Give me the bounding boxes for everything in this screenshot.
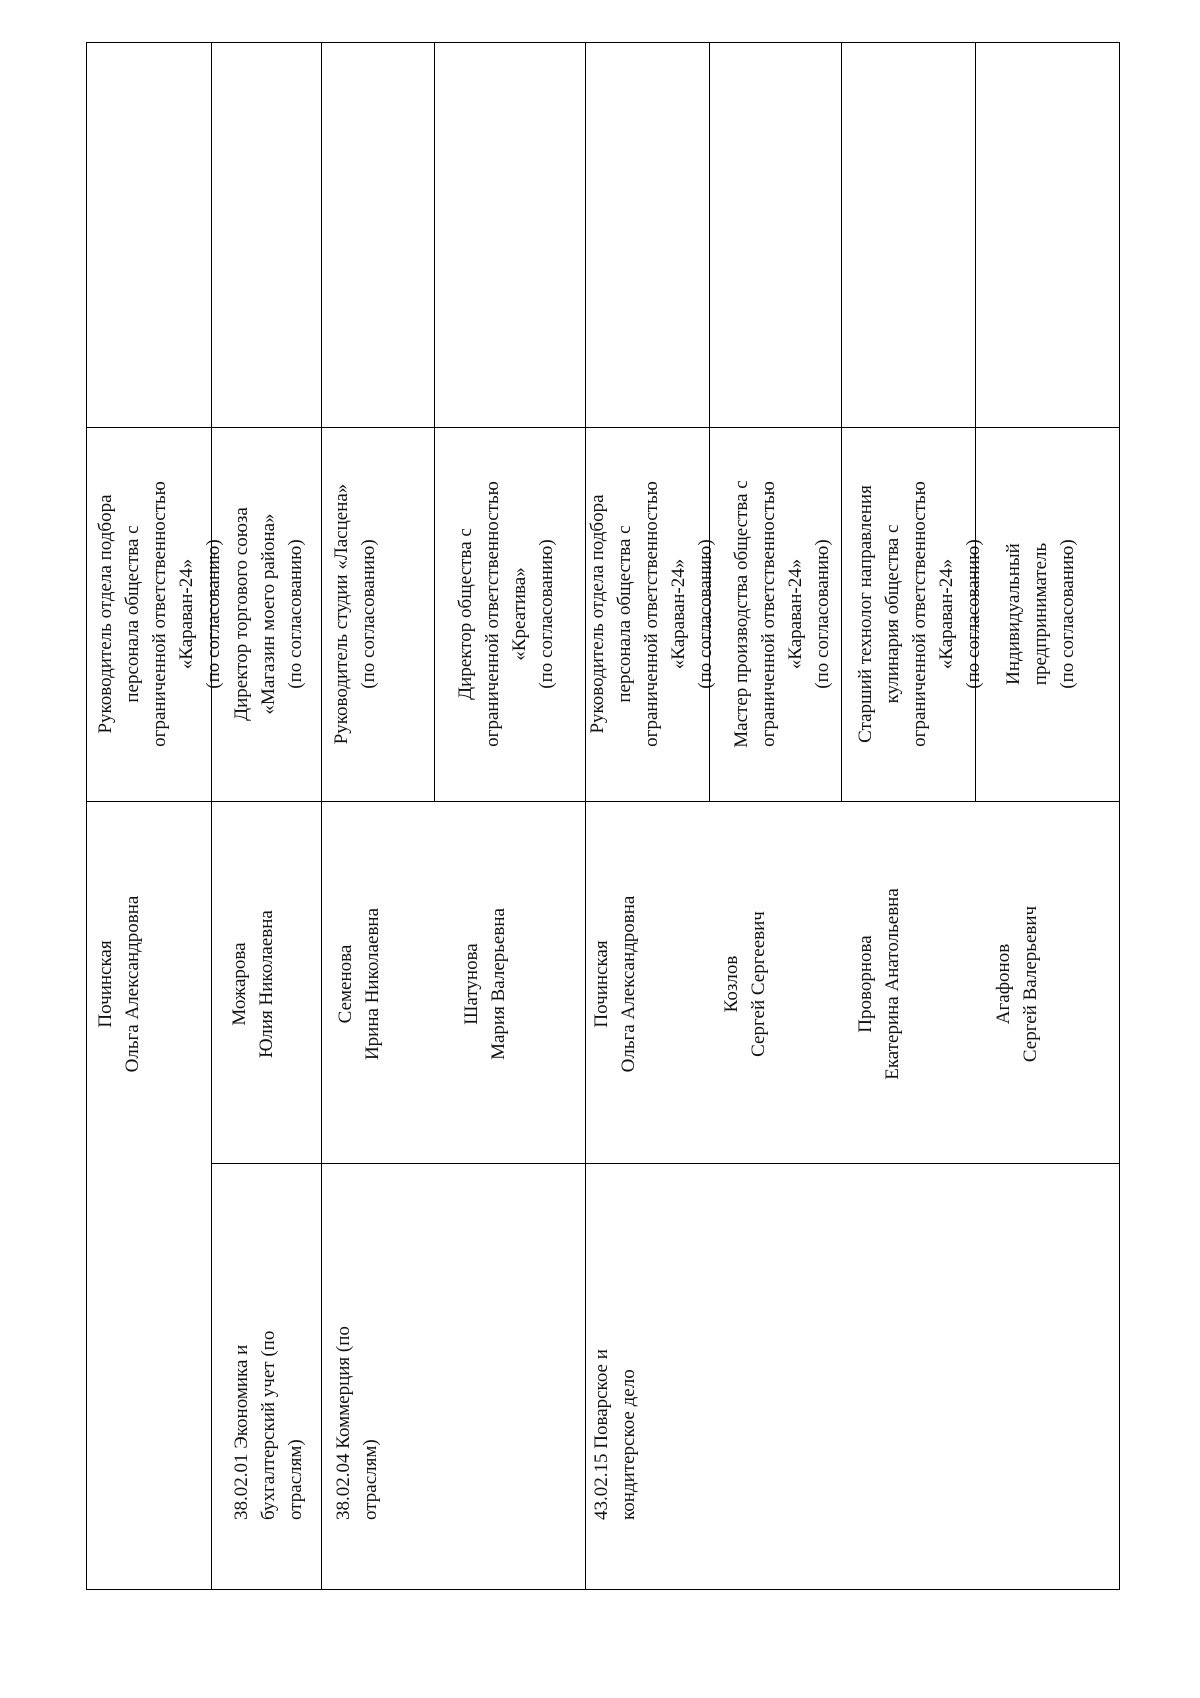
name-cell	[332, 798, 386, 1170]
surname: Можарова	[229, 942, 250, 1026]
text-line: кондитерское дело	[618, 1369, 639, 1520]
name-cell	[226, 798, 280, 1170]
text-line: 38.02.01 Экономика и	[231, 1344, 252, 1520]
text-line: Директор торгового союза	[231, 507, 252, 721]
row-divider-6	[841, 43, 842, 801]
text-line: Старший технолог направления	[855, 485, 876, 743]
text-line: (по согласованию)	[358, 539, 379, 689]
text-line: персонала общества с	[614, 525, 635, 703]
position-cell	[728, 424, 836, 804]
given-names: Ольга Александровна	[618, 895, 639, 1073]
position-cell	[584, 424, 719, 804]
name-cell	[458, 798, 512, 1170]
name-cell	[588, 798, 642, 1170]
text-line: ограниченной ответственностью	[641, 481, 662, 747]
surname: Починская	[95, 940, 116, 1028]
text-line: «Караван-24»	[668, 558, 689, 670]
specialty-cell	[588, 1160, 642, 1520]
text-line: (по согласованию)	[285, 539, 306, 689]
text-line: отраслям)	[360, 1439, 381, 1520]
given-names: Ирина Николаевна	[362, 907, 383, 1061]
text-line: персонала общества с	[122, 525, 143, 703]
text-line: ограниченной ответственностью	[758, 481, 779, 747]
given-names: Екатерина Анатольевна	[882, 888, 903, 1080]
surname: Агафонов	[993, 943, 1014, 1025]
text-line: Индивидуальный	[1003, 543, 1024, 685]
row-divider-2	[321, 43, 322, 1589]
surname: Козлов	[721, 955, 742, 1013]
text-line: Руководитель студии «Ласцена»	[331, 483, 352, 745]
text-line: Директор общества с	[455, 528, 476, 700]
row-divider-4	[585, 43, 586, 1589]
text-line: (по согласованию)	[536, 539, 557, 689]
surname: Починская	[591, 940, 612, 1028]
position-cell	[92, 424, 227, 804]
position-cell	[852, 424, 987, 804]
text-line: Руководитель отдела подбора	[587, 494, 608, 734]
given-names: Сергей Валерьевич	[1020, 905, 1041, 1063]
text-line: ограниченной ответственностью	[149, 481, 170, 747]
surname: Шатунова	[461, 943, 482, 1025]
row-divider-3	[434, 43, 435, 801]
text-line: «Караван-24»	[936, 558, 957, 670]
given-names: Ольга Александровна	[122, 895, 143, 1073]
surname: Проворнова	[855, 935, 876, 1033]
text-line: «Караван-24»	[176, 558, 197, 670]
text-line: бухгалтерский учет (по	[258, 1330, 279, 1520]
text-line: (по согласованию)	[203, 539, 224, 689]
given-names: Юлия Николаевна	[256, 910, 277, 1058]
text-line: (по согласованию)	[963, 539, 984, 689]
text-line: предприниматель	[1030, 542, 1051, 686]
text-line: Руководитель отдела подбора	[95, 494, 116, 734]
text-line: (по согласованию)	[812, 539, 833, 689]
text-line: ограниченной ответственностью	[482, 481, 503, 747]
text-line: (по согласованию)	[1057, 539, 1078, 689]
given-names: Сергей Сергеевич	[748, 911, 769, 1057]
text-line: (по согласованию)	[695, 539, 716, 689]
row-divider-1	[211, 43, 212, 1589]
name-cell	[990, 798, 1044, 1170]
specialty-cell	[330, 1160, 384, 1520]
text-line: кулинария общества с	[882, 524, 903, 704]
text-line: «Магазин моего района»	[258, 513, 279, 715]
text-line: 43.02.15 Поварское и	[591, 1349, 612, 1520]
position-cell	[328, 424, 382, 804]
surname: Семенова	[335, 944, 356, 1024]
position-cell	[228, 424, 309, 804]
position-cell	[1000, 424, 1081, 804]
text-line: 38.02.04 Коммерция (по	[333, 1326, 354, 1520]
specialty-cell	[228, 1160, 309, 1520]
name-cell	[92, 798, 146, 1170]
text-line: отраслям)	[285, 1439, 306, 1520]
name-cell	[852, 798, 906, 1170]
given-names: Мария Валерьевна	[488, 908, 509, 1060]
text-line: «Караван-24»	[785, 558, 806, 670]
name-cell	[718, 798, 772, 1170]
position-cell	[452, 424, 560, 804]
text-line: ограниченной ответственностью	[909, 481, 930, 747]
text-line: «Креатива»	[509, 567, 530, 661]
text-line: Мастер производства общества с	[731, 480, 752, 748]
